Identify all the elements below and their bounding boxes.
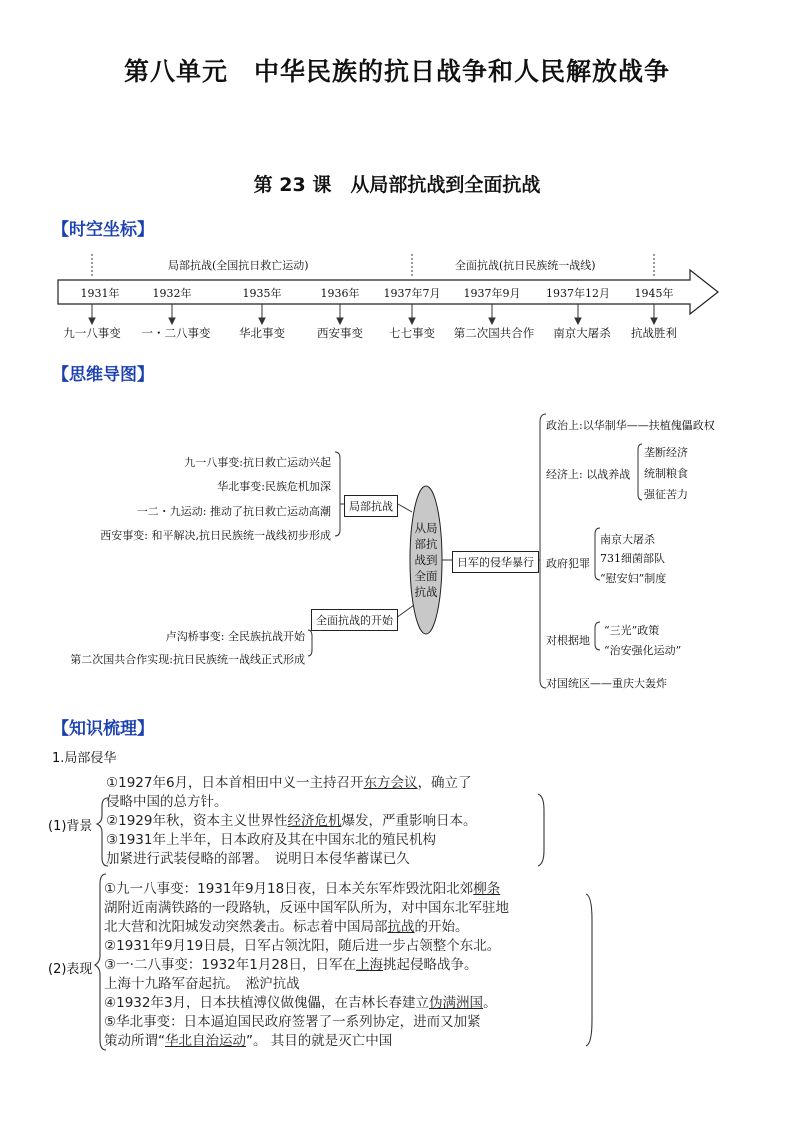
timeline-event: 一・二八事变 [141,326,211,340]
timeline-event: 华北事变 [239,326,285,340]
background-lines [106,774,476,869]
note-line [106,793,476,812]
note-text: 上海十九路军奋起抗。 淞沪抗战 [104,976,300,992]
timeline-year: 1945年 [634,287,674,300]
timeline-event: 南京大屠杀 [553,326,611,340]
unit-title: 第八单元 中华民族的抗日战争和人民解放战争 [123,57,670,86]
underlined-term: 东方会议 [363,775,418,791]
section-mindmap-heading: 【思维导图】 [52,365,154,385]
timeline-year: 1932年 [152,287,192,300]
partial-resistance-box: 局部抗战 [344,495,398,517]
japan-base-item: “治安强化运动” [604,644,682,657]
knowledge-subheading: 1.局部侵华 [52,751,117,766]
timeline-event: 七七事变 [389,326,435,340]
note-line [104,937,509,956]
full-item: 第二次国共合作实现:抗日民族统一战线正式形成 [70,653,305,666]
partial-item: 九一八事变:抗日救亡运动兴起 [184,456,331,469]
timeline-year: 1937年9月 [463,287,521,300]
japan-economic-label: 经济上: 以战养战 [546,468,631,481]
underlined-term: 柳条 [473,881,501,897]
note-line [106,850,476,869]
center-line: 抗战 [414,585,438,599]
note-line [106,774,476,793]
note-line [106,831,476,850]
note-line [106,812,476,831]
note-line [104,899,509,918]
note-text: ②1931年9月19日晨，日军占领沈阳，随后进一步占领整个东北。 [104,938,501,954]
note-text: ②1929年秋，资本主义世界性 [106,813,288,829]
japan-atrocities-box: 日军的侵华暴行 [452,551,539,573]
note-text: ，确立了 [417,775,472,791]
timeline-event: 第二次国共合作 [453,326,535,340]
note-text: 爆发，严重影响日本。 [341,813,477,829]
lesson-title: 第 23 课 从局部抗战到全面抗战 [253,174,541,196]
japan-base-item: “三光”政策 [604,624,660,637]
note-line [104,880,509,899]
timeline-event: 抗战胜利 [631,326,677,340]
note-text: 湖 [104,900,118,916]
note-text: 附近南满铁路的一段路轨，反诬中国军队所为，对中国东北军驻地 [117,900,509,916]
japan-economic-item: 强征苦力 [644,488,688,501]
background-label: (1)背景 [48,819,93,834]
underlined-term: 抗战 [387,919,415,935]
note-text: 北大营和沈阳城发动突然袭击。标志着中国局部 [104,919,388,935]
underlined-term: 经济危机 [287,813,342,829]
note-text: ①1927年6月，日本首相田中义一主持召开 [106,775,364,791]
japan-crime-item: 南京大屠杀 [600,533,655,546]
timeline-event: 西安事变 [317,326,363,340]
note-text: ③一·二八事变：1932年1月28日，日军在 [104,957,357,973]
underlined-term: 伪满洲国 [429,995,484,1011]
center-line: 战到 [414,553,438,567]
partial-item: 一二・九运动: 推动了抗日救亡运动高潮 [136,505,331,518]
period-partial-label: 局部抗战(全国抗日救亡运动) [168,259,309,272]
full-item: 卢沟桥事变: 全民族抗战开始 [165,630,305,643]
manifestation-lines [104,880,509,1051]
note-text: 策动所谓“ [104,1033,165,1049]
note-line [104,975,509,994]
timeline-year: 1936年 [320,287,360,300]
section-knowledge-heading: 【知识梳理】 [52,719,154,739]
section-timeline-heading: 【时空坐标】 [52,220,154,240]
note-line [104,1032,509,1051]
timeline-year: 1931年 [80,287,120,300]
japan-crime-item: “慰安妇”制度 [600,572,667,585]
note-line [104,1013,509,1032]
note-text: 加紧进行武装侵略的部署。 说明日本侵华蓄谋已久 [106,851,410,867]
note-line [104,918,509,937]
note-line [104,956,509,975]
note-text: ④1932年3月，日本扶植溥仪做傀儡，在吉林长春建立 [104,995,430,1011]
note-text: ③1931年上半年，日本政府及其在中国东北的殖民机构 [106,832,436,848]
partial-item: 华北事变:民族危机加深 [217,480,331,493]
japan-economic-item: 垄断经济 [644,446,688,459]
timeline-event: 九一八事变 [63,326,121,340]
manifestation-label: (2)表现 [48,962,93,977]
note-text: 。 [483,995,497,1011]
japan-crime-item: 731细菌部队 [600,552,665,565]
mindmap-center [414,520,438,600]
japan-economic-item: 统制粮食 [644,467,688,480]
japan-political: 政治上:以华制华——扶植傀儡政权 [546,419,715,432]
japan-crime-label: 政府犯罪 [546,557,590,570]
japan-kmt-area: 对国统区——重庆大轰炸 [546,677,667,690]
note-text: ”。 其目的就是灭亡中国 [246,1033,393,1049]
note-text: 的开始。 [414,919,469,935]
underlined-term: 华北自治运动 [165,1033,246,1049]
period-full-label: 全面抗战(抗日民族统一战线) [455,259,596,272]
center-line: 全面 [414,569,438,583]
timeline-year: 1937年12月 [546,287,610,300]
full-resistance-box: 全面抗战的开始 [311,609,398,631]
note-text: ①九一八事变：1931年9月18日夜，日本关东军炸毁沈阳北郊 [104,881,474,897]
timeline-year: 1937年7月 [383,287,441,300]
partial-item: 西安事变: 和平解决,抗日民族统一战线初步形成 [100,529,331,542]
note-text: 挑起侵略战争。 [383,957,478,973]
center-line: 部抗 [414,537,438,551]
center-line: 从局 [414,521,438,535]
note-line [104,994,509,1013]
japan-base-label: 对根据地 [546,634,590,647]
note-text: 侵略中国的总方针。 [106,794,228,810]
timeline-year: 1935年 [242,287,282,300]
underlined-term: 上海 [356,957,384,973]
note-text: ⑤华北事变：日本逼迫国民政府签署了一系列协定，进而又加紧 [104,1014,481,1030]
